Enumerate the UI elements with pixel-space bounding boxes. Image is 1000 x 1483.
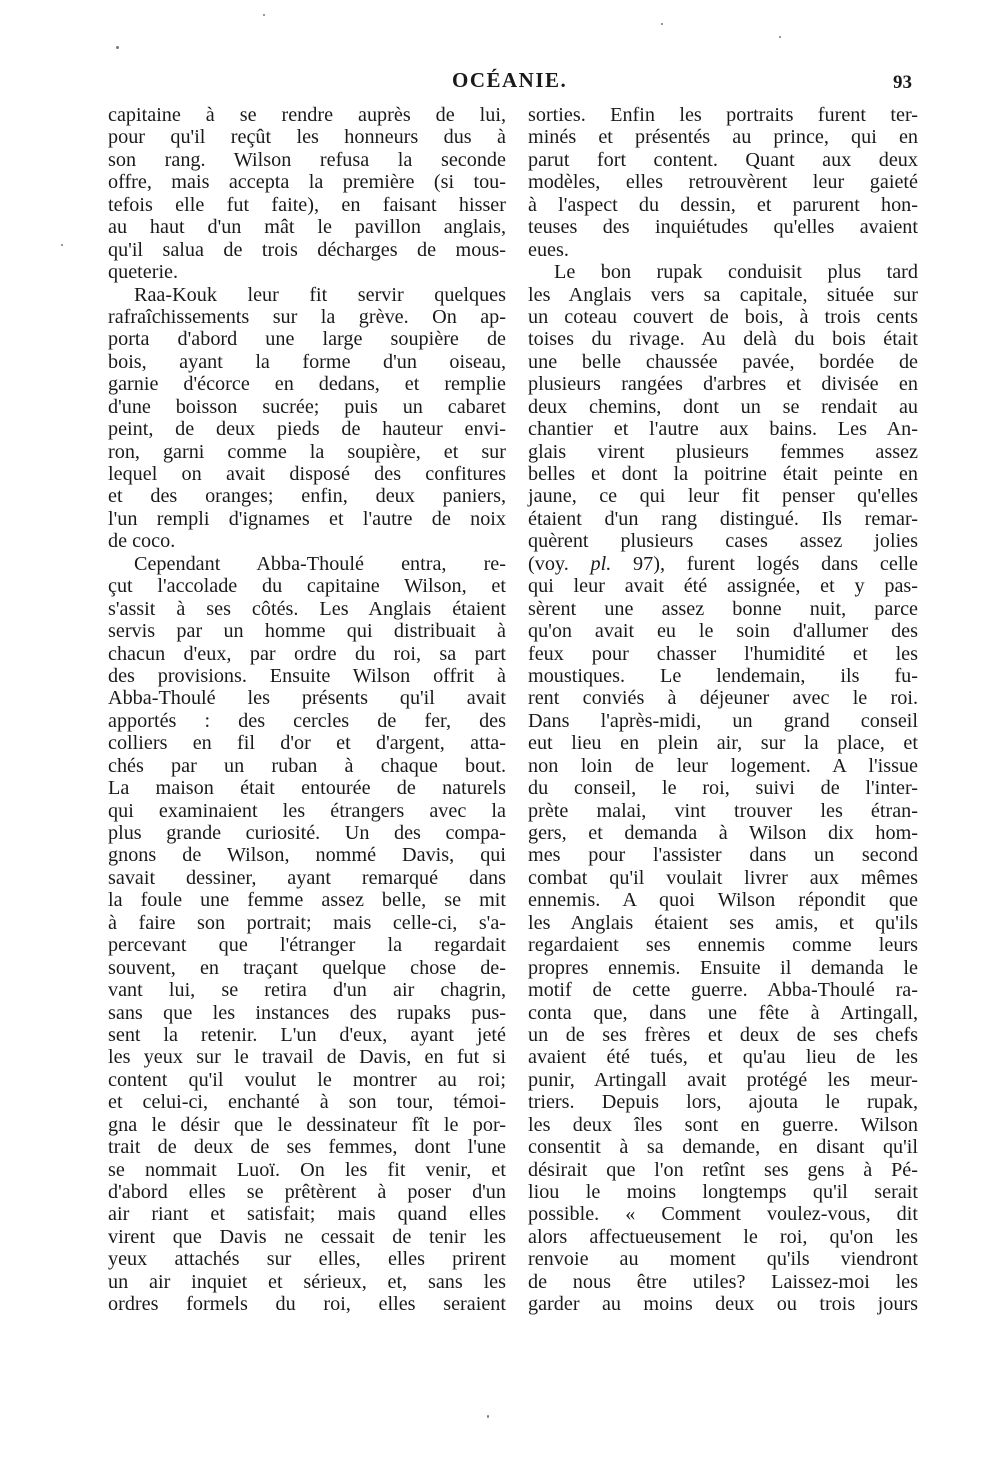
text-line: de coco. — [108, 530, 176, 553]
text-line: lequel on avait disposé des confitures — [108, 463, 506, 485]
text-line: les deux îles sont en guerre. Wilson — [528, 1113, 918, 1136]
text-line: trait de deux de ses femmes, dont l'une — [108, 1136, 506, 1159]
text-line: ordres formels du roi, elles seraient — [108, 1293, 506, 1316]
text-line: savait dessiner, ayant remarqué dans — [108, 866, 506, 889]
text-line: prète malai, vint trouver les étran- — [528, 799, 918, 822]
text-line: un de ses frères et deux de ses chefs — [528, 1023, 918, 1046]
text-line: eut lieu en plein air, sur la place, et — [528, 732, 918, 755]
scan-speck — [661, 23, 663, 25]
right-column — [528, 104, 918, 1316]
text-line: gna le désir que le dessinateur fît le por- — [108, 1113, 506, 1136]
text-line: regardaient ses ennemis comme leurs — [528, 934, 918, 957]
text-line: chacun d'eux, par ordre du roi, sa part — [108, 642, 506, 665]
text-line: apportés : des cercles de fer, des — [108, 709, 506, 732]
text-line: air riant et satisfait; mais quand elles — [108, 1203, 506, 1226]
text-line: un coteau couvert de bois, à trois cents — [528, 305, 918, 328]
text-line: Abba-Thoulé les présents qu'il avait — [108, 687, 506, 710]
text-line: belles et dont la poitrine était peinte en — [528, 463, 918, 485]
scan-speck — [116, 46, 119, 49]
text-line: content qu'il voulut le montrer au roi; — [108, 1068, 506, 1091]
left-column — [108, 104, 506, 1316]
scan-speck — [487, 1415, 489, 1418]
text-line: quèrent plusieurs cases assez jolies — [528, 530, 918, 553]
page-number: 93 — [893, 72, 912, 93]
text-line: porta d'abord une large soupière de — [108, 328, 506, 351]
text-line: Raa-Kouk leur fit servir quelques — [134, 283, 506, 306]
text-line: garnie d'écorce en dedans, et remplie — [108, 373, 506, 396]
text-line: son rang. Wilson refusa la seconde — [108, 148, 506, 171]
text-line: étaient d'un rang distingué. Ils remar- — [528, 507, 918, 530]
text-line: qu'il salua de trois décharges de mous- — [108, 238, 506, 261]
text-line: désirait que l'on retînt ses gens à Pé- — [528, 1158, 918, 1181]
text-line: renvoie au moment qu'ils viendront — [528, 1248, 918, 1271]
text-line: sorties. Enfin les portraits furent ter- — [528, 104, 918, 126]
text-line: minés et présentés au prince, qui en — [528, 126, 918, 149]
text-line: virent que Davis ne cessait de tenir les — [108, 1225, 506, 1248]
text-line: queterie. — [108, 261, 179, 284]
text-line: souvent, en traçant quelque chose de- — [108, 956, 506, 979]
running-title: OCÉANIE. — [452, 68, 568, 92]
text-line: un air inquiet et sérieux, et, sans les — [108, 1270, 506, 1293]
text-line: à l'aspect du dessin, et parurent hon- — [528, 193, 918, 216]
text-line: non loin de leur logement. A l'issue — [528, 754, 918, 777]
text-line: la foule une femme assez belle, se mit — [108, 889, 506, 912]
text-line: vant lui, se retira d'un air chagrin, — [108, 979, 506, 1002]
text-line: Dans l'après-midi, un grand conseil — [528, 709, 918, 732]
text-line: moustiques. Le lendemain, ils fu- — [528, 664, 918, 687]
text-line: (voy. pl. 97), furent logés dans celle — [528, 552, 918, 575]
text-line: qu'on avait eu le soin d'allumer des — [528, 620, 918, 643]
text-line: gnons de Wilson, nommé Davis, qui — [108, 844, 506, 867]
text-line: gers, et demanda à Wilson dix hom- — [528, 822, 918, 844]
text-line: colliers en fil d'or et d'argent, atta- — [108, 732, 506, 755]
text-line: deux chemins, dont un se rendait au — [528, 395, 918, 418]
text-line: toises du rivage. Au delà du bois était — [528, 328, 918, 351]
text-line: ron, garni comme la soupière, et sur — [108, 440, 506, 463]
text-line: s'assit à ses côtés. Les Anglais étaient — [108, 597, 506, 620]
text-line: mes pour l'assister dans un second — [528, 844, 918, 867]
text-line: teuses des inquiétudes qu'elles avaient — [528, 216, 918, 239]
text-line: percevant que l'étranger la regardait — [108, 934, 506, 957]
text-line: jaune, ce qui leur fit penser qu'elles — [528, 485, 918, 508]
text-line: d'abord elles se prêtèrent à poser d'un — [108, 1181, 506, 1203]
text-line: chés par un ruban à chaque bout. — [108, 754, 506, 777]
text-line: triers. Depuis lors, ajouta le rupak, — [528, 1091, 918, 1114]
text-line: servis par un homme qui distribuait à — [108, 620, 506, 643]
text-line: bois, ayant la forme d'un oiseau, — [108, 350, 506, 373]
text-line: chantier et l'autre aux bains. Les An- — [528, 418, 918, 441]
text-line: de nous être utiles? Laissez-moi les — [528, 1270, 918, 1293]
text-line: à faire son portrait; mais celle-ci, s'a- — [108, 911, 506, 934]
text-line: parut fort content. Quant aux deux — [528, 148, 918, 171]
text-line: et celui-ci, enchanté à son tour, témoi- — [108, 1091, 506, 1114]
text-line: d'une boisson sucrée; puis un cabaret — [108, 395, 506, 418]
text-line: sent la retenir. L'un d'eux, ayant jeté — [108, 1023, 506, 1046]
text-line: modèles, elles retrouvèrent leur gaieté — [528, 171, 918, 194]
scan-speck — [263, 14, 265, 16]
text-line: qui leur avait été assignée, et y pas- — [528, 575, 918, 598]
page-header — [0, 68, 1000, 94]
text-line: motif de cette guerre. Abba-Thoulé ra- — [528, 979, 918, 1002]
text-line: Cependant Abba-Thoulé entra, re- — [134, 552, 506, 575]
text-line: feux pour chasser l'humidité et les — [528, 642, 918, 665]
text-line: ennemis. A quoi Wilson répondit que — [528, 889, 918, 912]
text-line: plus grande curiosité. Un des compa- — [108, 822, 506, 844]
text-line: sans que les instances des rupaks pus- — [108, 1001, 506, 1024]
text-line: tefois elle fut faite), en faisant hisser — [108, 193, 506, 216]
text-line: possible. « Comment voulez-vous, dit — [528, 1203, 918, 1226]
text-line: yeux attachés sur elles, elles prirent — [108, 1248, 506, 1271]
text-line: au haut d'un mât le pavillon anglais, — [108, 216, 506, 239]
text-line: l'un rempli d'ignames et l'autre de noix — [108, 507, 506, 530]
text-line: punir, Artingall avait protégé les meur- — [528, 1068, 918, 1091]
text-line: Le bon rupak conduisit plus tard — [554, 261, 918, 284]
text-line: qui examinaient les étrangers avec la — [108, 799, 506, 822]
text-line: des provisions. Ensuite Wilson offrit à — [108, 664, 506, 687]
text-line: conta que, dans une fête à Artingall, — [528, 1001, 918, 1024]
text-line: se nommait Luoï. On les fit venir, et — [108, 1158, 506, 1181]
text-line: çut l'accolade du capitaine Wilson, et — [108, 575, 506, 598]
text-line: les Anglais vers sa capitale, située sur — [528, 283, 918, 306]
text-line: plusieurs rangées d'arbres et divisée en — [528, 373, 918, 396]
text-line: La maison était entourée de naturels — [108, 777, 506, 800]
text-line: eues. — [528, 238, 569, 261]
text-line: du conseil, le roi, suivi de l'inter- — [528, 777, 918, 800]
text-line: glais virent plusieurs femmes assez — [528, 440, 918, 463]
text-line: offre, mais accepta la première (si tou- — [108, 171, 506, 194]
text-line: pour qu'il reçût les honneurs dus à — [108, 126, 506, 149]
text-line: garder au moins deux ou trois jours — [528, 1293, 918, 1316]
text-line: alors affectueusement le roi, qu'on les — [528, 1225, 918, 1248]
text-line: liou le moins longtemps qu'il serait — [528, 1181, 918, 1203]
text-line: peint, de deux pieds de hauteur envi- — [108, 418, 506, 441]
text-line: propres ennemis. Ensuite il demanda le — [528, 956, 918, 979]
scan-speck — [779, 36, 781, 38]
text-line: avaient été tués, et qu'au lieu de les — [528, 1046, 918, 1069]
text-line: et des oranges; enfin, deux paniers, — [108, 485, 506, 508]
plate-reference: pl. — [590, 552, 612, 575]
text-line: sèrent une assez bonne nuit, parce — [528, 597, 918, 620]
text-line: capitaine à se rendre auprès de lui, — [108, 104, 506, 126]
text-line: les yeux sur le travail de Davis, en fut si — [108, 1046, 506, 1069]
text-line: rafraîchissements sur la grève. On ap- — [108, 305, 506, 328]
text-line: une belle chaussée pavée, bordée de — [528, 350, 918, 373]
text-line: combat qu'il voulait livrer aux mêmes — [528, 866, 918, 889]
scan-speck — [61, 244, 63, 246]
text-line: consentit à sa demande, en disant qu'il — [528, 1136, 918, 1159]
text-line: rent conviés à déjeuner avec le roi. — [528, 687, 918, 710]
text-line: les Anglais étaient ses amis, et qu'ils — [528, 911, 918, 934]
